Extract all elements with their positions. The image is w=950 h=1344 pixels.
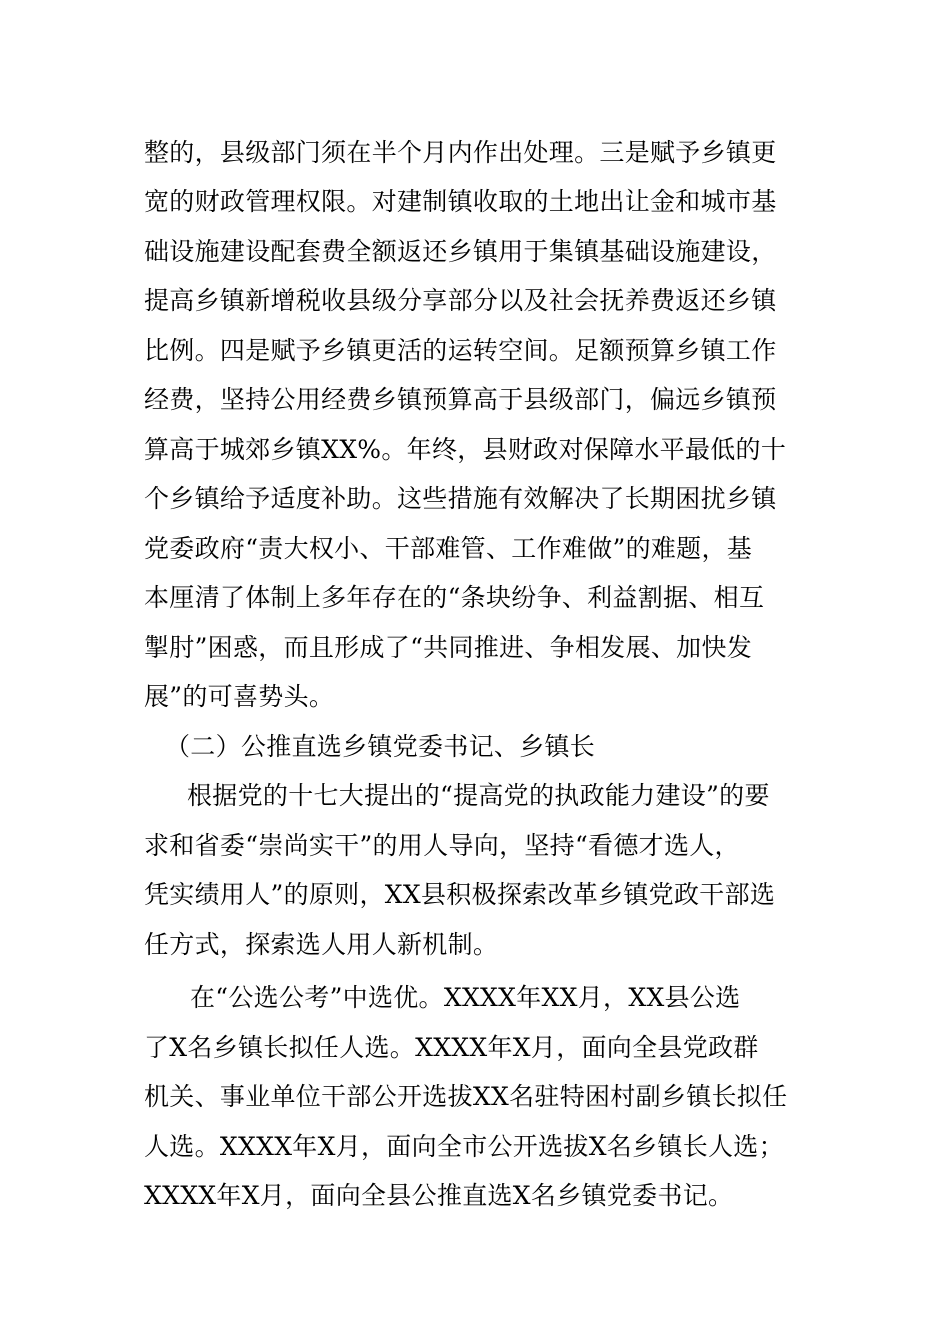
section-heading: （二）公推直选乡镇党委书记、乡镇长 bbox=[165, 732, 596, 761]
text-line: 求和省委“崇尚实干”的用人导向，坚持“看德才选人， bbox=[144, 831, 740, 860]
text-line: 经费，坚持公用经费乡镇预算高于县级部门，偏远乡镇预 bbox=[144, 385, 777, 414]
text-line: 了X名乡镇长拟任人选。XXXX年X月，面向全县党政群 bbox=[144, 1033, 759, 1062]
text-line: 提高乡镇新增税收县级分享部分以及社会抚养费返还乡镇 bbox=[144, 286, 777, 315]
text-line: 党委政府“责大权小、干部难管、工作难做”的难题，基 bbox=[144, 534, 753, 563]
text-line: 人选。XXXX年X月，面向全市公开选拔X名乡镇长人选； bbox=[144, 1132, 784, 1161]
text-line: 整的，县级部门须在半个月内作出处理。三是赋予乡镇更 bbox=[144, 138, 777, 167]
text-line: XXXX年X月，面向全县公推直选X名乡镇党委书记。 bbox=[144, 1181, 734, 1210]
text-line: 本厘清了体制上多年存在的“条块纷争、利益割据、相互 bbox=[144, 583, 765, 612]
text-line: 展”的可喜势头。 bbox=[144, 682, 335, 711]
text-line: 机关、事业单位干部公开选拔XX名驻特困村副乡镇长拟任 bbox=[144, 1082, 788, 1111]
text-line: 个乡镇给予适度补助。这些措施有效解决了长期困扰乡镇 bbox=[144, 484, 777, 513]
text-line: 算高于城郊乡镇XX%。年终，县财政对保障水平最低的十 bbox=[144, 435, 787, 464]
text-line: 础设施建设配套费全额返还乡镇用于集镇基础设施建设， bbox=[144, 237, 777, 266]
text-line: 凭实绩用人”的原则，XX县积极探索改革乡镇党政干部选 bbox=[144, 880, 776, 909]
text-line: 比例。四是赋予乡镇更活的运转空间。足额预算乡镇工作 bbox=[144, 336, 777, 365]
text-line: 掣肘”困惑，而且形成了“共同推进、争相发展、加快发 bbox=[144, 633, 753, 662]
paragraph-first-line: 根据党的十七大提出的“提高党的执政能力建设”的要 bbox=[187, 781, 770, 810]
text-line: 宽的财政管理权限。对建制镇收取的土地出让金和城市基 bbox=[144, 187, 777, 216]
text-line: 任方式，探索选人用人新机制。 bbox=[144, 930, 499, 959]
paragraph-first-line: 在“公选公考”中选优。XXXX年XX月，XX县公选 bbox=[190, 983, 741, 1012]
